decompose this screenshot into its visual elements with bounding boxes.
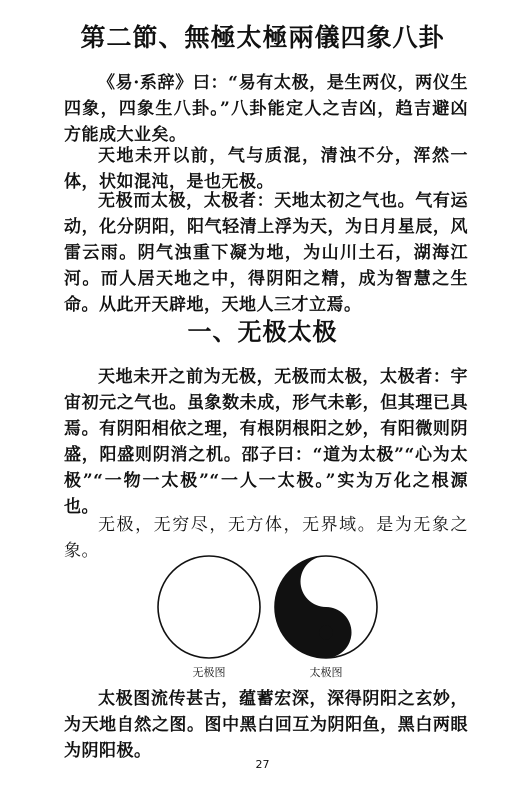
paragraph-taiji-diagram: 太极图流传甚古，蕴蓄宏深，深得阴阳之玄妙，为天地自然之图。图中黑白回互为阴阳鱼，黑白两眼为阴阳极。 (64, 689, 468, 761)
page-number: 27 (255, 758, 270, 771)
paragraph-yi-xici: 《易·系辞》曰：“易有太极，是生两仪，两仪生四象，四象生八卦。”八卦能定人之吉凶，趋吉避凶方能成大业矣。 (64, 73, 468, 145)
paragraph-before-heaven-earth: 天地未开以前，气与质混，清浊不分，浑然一体，状如混沌，是也无极。 (64, 146, 468, 192)
paragraph-wuji-taiji: 无极而太极，太极者：天地太初之气也。气有运动，化分阴阳，阳气轻清上浮为天，为日月星辰，风雷云雨。阴气浊重下凝为地，为山川土石，湖海江河。而人居天地之中，得阴阳之精，成为智慧之生命。从此开天辟地，天地人三才立焉。 (64, 191, 468, 315)
wuji-figure (155, 553, 263, 680)
paragraph-taiji-definition: 天地未开之前为无极，无极而太极，太极者：宇宙初元之气也。虽象数未成，形气未彰，但其理已具焉。有阴阳相依之理，有根阴根阳之妙，有阳微则阴盛，阳盛则阴消之机。邵子曰：“道为太极”“心为太极”“一物一太极”“一人一太极。”实为万化之根源也。 (64, 367, 468, 517)
taiji-caption: 太极图 (309, 666, 343, 679)
paragraph-wuji-definition: 无极，无穷尽，无方体，无界域。是为无象之象。 (64, 515, 468, 561)
yin-yang-icon (272, 553, 380, 661)
section-title: 一、无极太极 (187, 318, 338, 346)
wuji-caption: 无极图 (192, 666, 226, 679)
taiji-figure (272, 553, 380, 680)
empty-circle-icon (155, 553, 263, 661)
chapter-title: 第二節、無極太極兩儀四象八卦 (80, 23, 445, 52)
